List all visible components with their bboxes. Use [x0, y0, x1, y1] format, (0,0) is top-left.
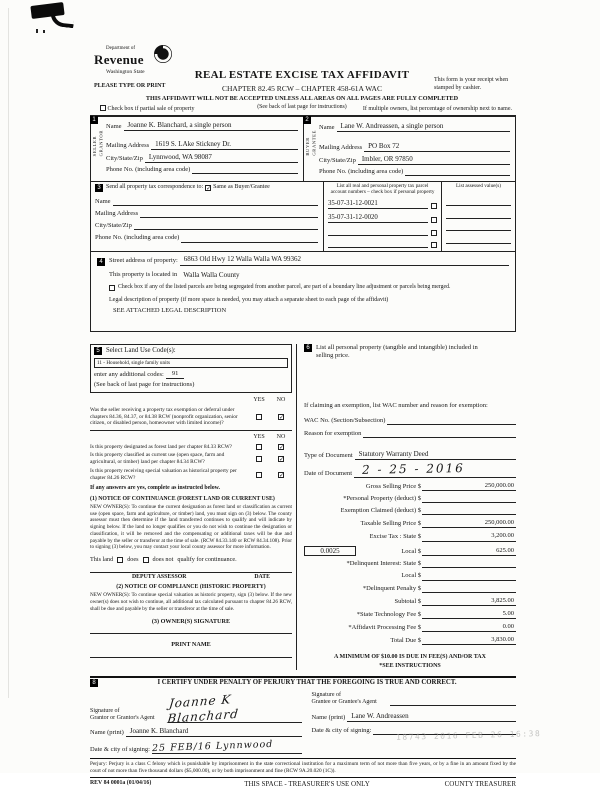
- treasurer-space-label: THIS SPACE - TREASURER'S USE ONLY: [244, 779, 370, 788]
- street-address-label: Street address of property:: [109, 257, 178, 265]
- fin-label: Subtotal $: [394, 597, 421, 605]
- acceptance-notice: THIS AFFIDAVIT WILL NOT BE ACCEPTED UNLESS ALL AREAS ON ALL PAGES ARE FULLY COMPLETED: [145, 95, 459, 103]
- seller-city-label: City/State/Zip: [106, 154, 143, 162]
- logo-dept-text: Department of: [106, 46, 136, 51]
- grantee-signature-block: Signature of Grantee or Grantee's Agent Name (print) Lane W. Andreassen Date & city of signing:: [312, 690, 516, 754]
- section-1-badge: 1: [90, 116, 98, 124]
- land-use-code-select: 11 - Household, single family units: [94, 358, 288, 369]
- cashier-timestamp-stamp: 18743 2016 FEB 26 16:38: [395, 729, 542, 742]
- q2-yes-checkbox: [256, 444, 262, 450]
- fin-label: Taxable Selling Price $: [360, 520, 421, 528]
- logo-revenue-text: Revenue: [94, 52, 144, 68]
- fin-label: *Personal Property (deduct) $: [343, 495, 421, 503]
- notice-compliance-title: (2) NOTICE OF COMPLIANCE (HISTORIC PROPERTY): [116, 584, 266, 591]
- correspondence-label: Send all property tax correspondence to:: [106, 184, 204, 191]
- seller-grantor-side-label: SELLER GRANTOR: [92, 129, 104, 156]
- fin-label: *State Technology Fee $: [356, 610, 421, 618]
- fin-value: 3,200.00: [422, 532, 516, 541]
- buyer-city-value: Imbler, OR 97850: [361, 154, 413, 163]
- scan-edge-line: [8, 8, 9, 698]
- qualify-row: This land does does not qualify for continuance.: [90, 556, 237, 564]
- parcel-header: List all real and personal property tax parcel account numbers – check box if personal property: [330, 183, 435, 196]
- personal-property-checkbox: [431, 230, 437, 236]
- owners-signature-line: [90, 625, 292, 634]
- form-title: REAL ESTATE EXCISE TAX AFFIDAVIT: [194, 69, 410, 81]
- deputy-assessor-labels: DEPUTY ASSESSOR DATE: [132, 573, 270, 580]
- does-not-checkbox: [143, 557, 149, 563]
- seller-name-value: Joanne K. Blanchard, a single person: [127, 120, 232, 129]
- fin-label: Excise Tax : State $: [369, 533, 421, 541]
- parcel-number: [328, 240, 428, 248]
- seller-phone-label: Phone No. (including area code): [106, 165, 191, 173]
- seller-address-value: 1619 S. LAke Stickney Dr.: [155, 139, 231, 148]
- land-use-column: [90, 344, 296, 670]
- parcel-number: 35-07-31-12-0021: [328, 200, 428, 209]
- personal-property-heading: List all personal property (tangible and intangible) included in selling price.: [316, 344, 478, 360]
- minimum-due-note: A MINIMUM OF $10.00 IS DUE IN FEE(S) AND/OR TAX: [334, 654, 486, 661]
- buyer-name-label: Name: [319, 123, 335, 131]
- seller-buyer-row: [90, 116, 516, 183]
- section-4-badge: 4: [97, 258, 105, 266]
- additional-codes-label: enter any additional codes:: [94, 371, 164, 379]
- affidavit-form: [90, 44, 516, 789]
- see-back-note: (See back of last page for instructions): [257, 103, 347, 110]
- buyer-city-label: City/State/Zip: [319, 156, 356, 164]
- logo-state-text: Washington State: [106, 68, 145, 75]
- date-of-document-label: Date of Document: [304, 469, 353, 477]
- assessed-header: List assessed value(s): [456, 183, 501, 189]
- wac-label: WAC No. (Section/Subsection): [304, 416, 386, 424]
- personal-property-checkbox: [431, 242, 437, 248]
- parcel-numbers-box: [323, 182, 441, 251]
- assessed-value-line: [446, 223, 511, 231]
- question-current-use: Is this property classified as current use (open space, farm and agricultural, or timber) land per chapter 84.34 RCW? ✓: [90, 452, 285, 466]
- buyer-address-value: PO Box 72: [368, 141, 400, 150]
- divider: [90, 430, 292, 431]
- fin-value: 250,000.00: [422, 482, 516, 491]
- buyer-box: [303, 117, 515, 182]
- partial-sale-label: Check box if partial sale of property: [107, 106, 195, 112]
- grantor-name-print-value: Joanne K. Blanchard: [129, 726, 189, 735]
- if-yes-note: If any answers are yes, complete as instructed below.: [90, 485, 220, 492]
- grantee-date-city-label: Date & city of signing:: [311, 727, 372, 735]
- question-exemption: Was the seller receiving a property tax exemption or deferral under chapters 84.36, 84.37, or 84.38 RCW (nonprofit organization, senior citizen, or disabled person, homeowner with limited income)? ✓: [90, 406, 285, 427]
- correspondence-parcels-row: [90, 182, 516, 252]
- personal-property-checkbox: [431, 217, 437, 223]
- print-name-line: [90, 649, 292, 658]
- see-instructions-note: *SEE INSTRUCTIONS: [379, 662, 441, 669]
- fin-value: 5.00: [422, 610, 516, 619]
- local-rate-box: 0.0025: [304, 546, 356, 557]
- fin-label: Local $: [401, 572, 421, 580]
- certification-section: [90, 676, 516, 753]
- fin-value: [422, 560, 516, 568]
- section-8-badge: 8: [90, 679, 98, 687]
- fin-label: Exemption Claimed (deduct) $: [340, 507, 421, 515]
- section-6-badge: 6: [304, 344, 312, 352]
- perjury-notice: Perjury: Perjury is a class C felony which is punishable by imprisonment in the state correctional institution for a maximum term of not more than five years, or by a fine in an amount fixed by the court of not more than five thousand dollars ($5,000.00), or by both imprisonment and fine (RCW 9A.20.020 (1C)).: [90, 758, 516, 778]
- seller-name-label: Name: [106, 122, 122, 130]
- segregated-label: Check box if any of the listed parcels are being segregated from another parcel, are part of a boundary line adjustment or parcels being merged.: [118, 284, 451, 291]
- corr-name-label: Name: [95, 198, 111, 205]
- fin-value: 625.00: [422, 547, 516, 556]
- fin-value: 3,825.00: [422, 597, 516, 606]
- segregated-checkbox: [109, 285, 115, 291]
- q1-no-checkbox: ✓: [279, 414, 285, 422]
- grantee-name-print-label: Name (print): [311, 714, 346, 722]
- parcel-number: [328, 228, 428, 236]
- fin-label: *Delinquent Penalty $: [362, 584, 421, 592]
- q1-yes-checkbox: [256, 414, 262, 420]
- corr-address-label: Mailing Address: [95, 210, 139, 218]
- notice-continuance-title: (1) NOTICE OF CONTINUANCE (FOREST LAND OR CURRENT USE): [90, 495, 275, 502]
- grantee-sig-label: Signature of: [311, 691, 342, 698]
- exemption-intro: If claiming an exemption, list WAC number and reason for exemption:: [304, 402, 488, 410]
- section-2-badge: 2: [303, 116, 311, 124]
- multiple-owners-note: If multiple owners, list percentage of ownership next to name.: [362, 106, 512, 112]
- grantee-name-print-value: Lane W. Andreassen: [351, 712, 409, 721]
- fin-value: [422, 495, 516, 503]
- fin-value: [422, 507, 516, 515]
- grantor-date-city-handwritten: 25 FEB/16 Lynnwood: [151, 738, 274, 754]
- fin-label: Total Due $: [390, 637, 421, 645]
- additional-codes-value: 91: [166, 370, 185, 379]
- fin-value: [422, 585, 516, 593]
- property-location-box: [90, 252, 516, 332]
- section-3-badge: 3: [95, 184, 103, 192]
- rev-number: REV 84 0001a (01/04/16): [90, 779, 152, 786]
- parcel-number: 35-07-31-12-0020: [328, 214, 428, 223]
- located-in-value: Walla Walla County: [183, 270, 240, 279]
- corr-phone-label: Phone No. (including area code): [95, 234, 180, 242]
- fin-value: 250,000.00: [422, 519, 516, 528]
- reason-label: Reason for exemption: [304, 429, 362, 437]
- question-historical: Is this property receiving special valuation as historical property per chapter 84.26 RCW? ✓: [90, 467, 285, 481]
- certification-heading: I CERTIFY UNDER PENALTY OF PERJURY THAT THE FOREGOING IS TRUE AND CORRECT.: [157, 679, 457, 687]
- print-name-label: PRINT NAME: [171, 641, 211, 649]
- fin-value: 3,830.00: [422, 636, 516, 645]
- section-5-badge: 5: [94, 347, 102, 355]
- county-treasurer-label: COUNTY TREASURER: [444, 779, 516, 788]
- grantor-sig-label: Signature of: [90, 708, 120, 715]
- title-block: [122, 69, 482, 111]
- grantor-signature-block: Signature of Grantor or Grantor's Agent Joanne K Blanchard Name (print) Joanne K. Blanchard Date & city of signing: 25 FEB/16 Lynnwood: [90, 690, 312, 754]
- same-as-buyer-checkbox: ✓: [206, 185, 212, 192]
- q4-no-checkbox: ✓: [279, 471, 285, 479]
- fin-value: 0.00: [422, 623, 516, 632]
- seller-city-value: Lynnwood, WA 98087: [148, 152, 212, 161]
- grantor-name-print-label: Name (print): [90, 728, 124, 736]
- does-checkbox: [117, 557, 123, 563]
- street-address-value: 6863 Old Hwy 12 Walla Walla WA 99362: [183, 255, 302, 264]
- seller-address-label: Mailing Address: [106, 141, 150, 149]
- q4-yes-checkbox: [256, 472, 262, 478]
- form-footer: [90, 780, 516, 789]
- fin-label: *Delinquent Interest: State $: [346, 560, 421, 568]
- buyer-address-label: Mailing Address: [319, 143, 363, 151]
- buyer-grantee-side-label: BUYER GRANTEE: [305, 129, 317, 156]
- scan-artifact-mark: [49, 12, 74, 28]
- buyer-phone-label: Phone No. (including area code): [319, 167, 404, 175]
- type-of-document-value: Statutory Warranty Deed: [358, 449, 429, 458]
- receipt-note: This form is your receipt when stamped by cashier.: [434, 77, 509, 91]
- yes-no-header: YES NO: [253, 397, 286, 404]
- dor-swirl-icon: [152, 43, 174, 68]
- financial-column: [296, 344, 516, 670]
- scan-artifact-mark: [36, 29, 38, 33]
- type-of-document-label: Type of Document: [304, 451, 353, 459]
- assessed-values-box: [441, 182, 515, 251]
- land-use-heading: Select Land Use Code(s):: [106, 347, 176, 355]
- deputy-assessor-line: [90, 564, 292, 573]
- fin-label: Local $: [401, 548, 421, 556]
- fin-value: [422, 573, 516, 581]
- scan-artifact-mark: [43, 30, 45, 33]
- assessed-value-line: [446, 236, 511, 244]
- chapter-subtitle: CHAPTER 82.45 RCW – CHAPTER 458-61A WAC: [222, 83, 382, 93]
- partial-sale-checkbox: [100, 105, 106, 111]
- legal-description-label: Legal description of property (if more space is needed, you may attach a separate sheet to each page of the affidavit): [109, 296, 389, 303]
- grantor-date-city-label: Date & city of signing:: [90, 745, 150, 753]
- q2-no-checkbox: ✓: [279, 444, 285, 452]
- assessed-value-line: [446, 198, 511, 206]
- question-forest-land: Is this property designated as forest land per chapter 84.33 RCW? ✓: [90, 443, 285, 452]
- corr-city-label: City/State/Zip: [95, 222, 132, 230]
- same-as-buyer-label: Same as Buyer/Grantee: [213, 184, 270, 191]
- buyer-name-value: Lane W. Andreassen, a single person: [340, 121, 444, 130]
- type-or-print-label: PLEASE TYPE OR PRINT: [94, 83, 166, 89]
- yes-no-header: YES NO: [253, 434, 286, 441]
- q3-yes-checkbox: [256, 456, 262, 462]
- notice-continuance-body: NEW OWNER(S): To continue the current designation as forest land or classification as current use (open space, farm and agriculture, or timber) land, you must sign on (3) below. The county assessor must then determine if the land transferred continues to qualify and will indicate by signing below. If the land no longer qualifies or you do not wish to continue the designation or classification, it will be removed and the compensating or additional taxes will be due and payable by the seller or transferor at the time of sale. (RCW 84.33.140 or RCW 84.34.108). Prior to signing (3) below, you may contact your local county assessor for more information.: [90, 503, 292, 551]
- seller-box: [91, 117, 303, 182]
- correspondence-box: [91, 182, 323, 251]
- q3-no-checkbox: ✓: [279, 456, 285, 464]
- assessed-value-line: [446, 211, 511, 219]
- owners-signature-label: (3) OWNER(S) SIGNATURE: [151, 617, 231, 625]
- fin-label: Gross Selling Price $: [365, 482, 421, 490]
- fin-label: *Affidavit Processing Fee $: [348, 623, 421, 631]
- date-of-document-handwritten: 2 - 25 - 2016: [361, 460, 465, 477]
- main-columns: [90, 344, 516, 670]
- legal-description-value: SEE ATTACHED LEGAL DESCRIPTION: [113, 307, 227, 315]
- personal-property-checkbox: [431, 203, 437, 209]
- grantor-signature-handwritten: Joanne K Blanchard: [166, 691, 240, 726]
- land-use-box: [90, 344, 292, 393]
- land-use-see-back: (See back of last page for instructions): [94, 381, 195, 389]
- located-in-label: This property is located in: [109, 271, 178, 279]
- notice-compliance-body: NEW OWNER(S): To continue special valuation as historic property, sign (3) below. If the new owner(s) does not wish to continue, all additional tax calculated pursuant to chapter 84.26 RCW, shall be due and payable by the seller or transferor at the time of sale.: [90, 592, 292, 612]
